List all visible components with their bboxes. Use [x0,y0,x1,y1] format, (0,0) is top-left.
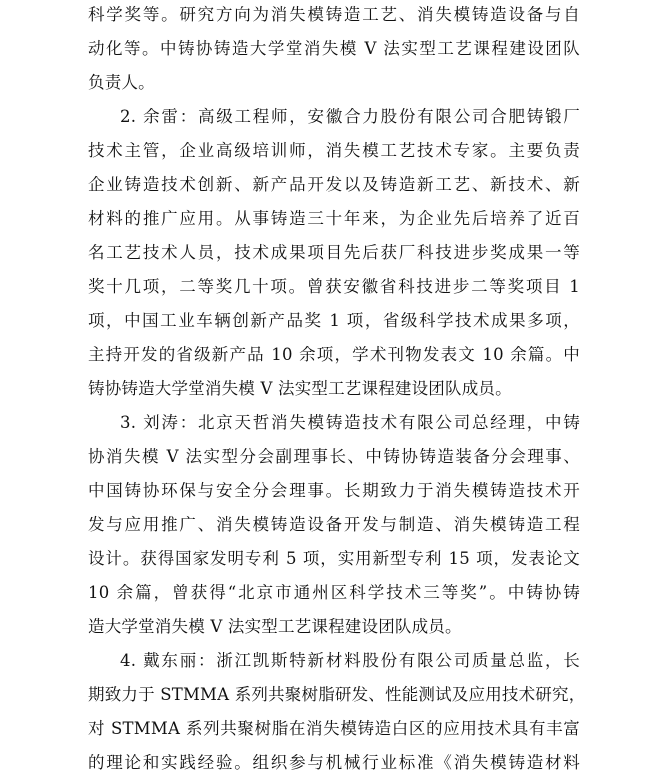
text-line: 发与应用推广、消失模铸造设备开发与制造、消失模铸造工程 [88,515,580,534]
paragraph-yu-lei [88,100,580,406]
text-line: 技术主管，企业高级培训师，消失模工艺技术专家。主要负责 [88,141,580,160]
text-line: 负责人。 [88,73,155,92]
text-line: 的理论和实践经验。组织参与机械行业标准《消失模铸造材料 [88,753,580,772]
text-line: 科学奖等。研究方向为消失模铸造工艺、消失模铸造设备与自 [88,5,580,24]
paragraph-dai-dongli [88,644,586,780]
text-line: 动化等。中铸协铸造大学堂消失模 V 法实型工艺课程建设团队 [88,39,580,58]
text-line: 企业铸造技术创新、新产品开发以及铸造新工艺、新技术、新 [88,175,580,194]
paragraph-liu-tao [88,406,580,644]
text-line: 材料的推广应用。从事铸造三十年来，为企业先后培养了近百 [88,209,580,228]
text-line: 项，中国工业车辆创新产品奖 1 项，省级科学技术成果多项， [88,311,580,330]
text-line: 铸协铸造大学堂消失模 V 法实型工艺课程建设团队成员。 [88,379,512,398]
text-line: 主持开发的省级新产品 10 余项，学术刊物发表文 10 余篇。中 [88,345,580,364]
document-page [88,0,586,780]
text-line: 中国铸协环保与安全分会理事。长期致力于消失模铸造技术开 [88,481,580,500]
paragraph-intro-continuation [88,0,580,100]
text-line: 4. 戴东丽：浙江凯斯特新材料股份有限公司质量总监，长 [120,651,580,670]
text-line: 期致力于 STMMA 系列共聚树脂研发、性能测试及应用技术研究， [88,685,586,704]
text-line: 设计。获得国家发明专利 5 项，实用新型专利 15 项，发表论文 [88,549,580,568]
text-line: 造大学堂消失模 V 法实型工艺课程建设团队成员。 [88,617,462,636]
text-line: 奖十几项，二等奖几十项。曾获安徽省科技进步二等奖项目 1 [88,277,580,296]
text-line: 2. 余雷：高级工程师，安徽合力股份有限公司合肥铸锻厂 [120,107,580,126]
text-line: 10 余篇，曾获得“北京市通州区科学技术三等奖”。中铸协铸 [88,583,580,602]
text-line: 协消失模 V 法实型分会副理事长、中铸协铸造装备分会理事、 [88,447,580,466]
text-line: 名工艺技术人员，技术成果项目先后获厂科技进步奖成果一等 [88,243,580,262]
text-line: 对 STMMA 系列共聚树脂在消失模铸造白区的应用技术具有丰富 [88,719,580,738]
text-line: 3. 刘涛：北京天哲消失模铸造技术有限公司总经理，中铸 [120,413,580,432]
